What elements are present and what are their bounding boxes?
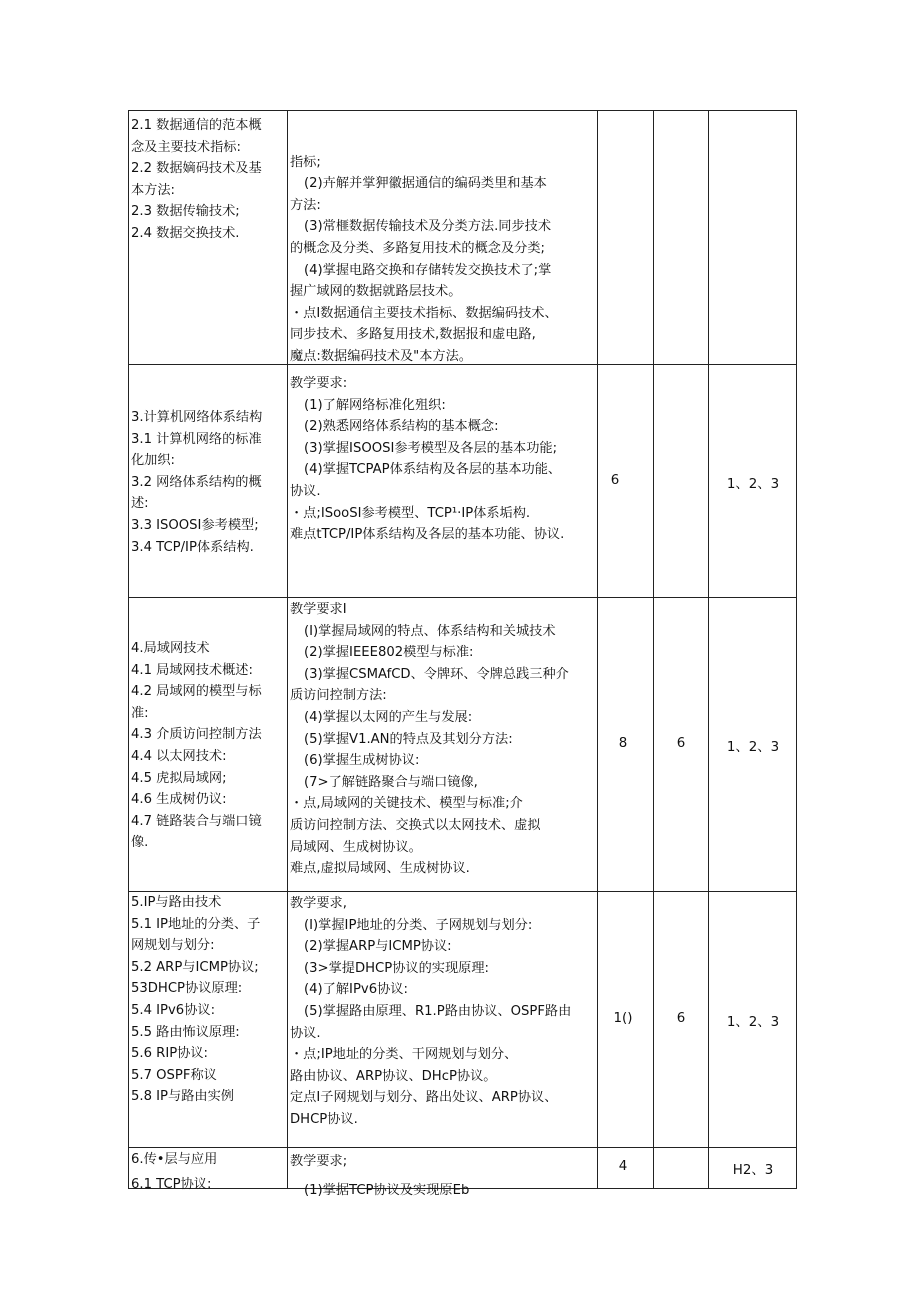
row-2-topics	[131, 407, 287, 558]
topic-line: 3.2 网络体系结构的概	[131, 474, 262, 490]
content-line: (4)掌握以太网的产生与发展:	[304, 709, 473, 725]
topic-line: 4.6 生成树仍议:	[131, 792, 227, 808]
content-line: DHCP协议.	[290, 1111, 358, 1127]
content-line: (2)卉解并掌狎徽据通信的编码类里和基本	[304, 176, 547, 192]
topic-line: 化加织:	[131, 453, 176, 469]
topic-line: 5.7 OSPF称议	[131, 1067, 217, 1083]
content-line: 教学要求,	[290, 896, 347, 911]
content-line: 质访问控制方法:	[290, 688, 387, 704]
content-line: 难点,虚拟局域网、生成树协议.	[290, 861, 470, 877]
content-line: 方法:	[290, 197, 321, 213]
row-3-topics	[131, 638, 287, 854]
content-line: (3>掌提DHCP协议的实现原理:	[304, 960, 489, 976]
content-line: (I)掌握IP地址的分类、子网规划与划分:	[304, 917, 533, 933]
content-line: (7>了解链路聚合与端口镜像,	[304, 774, 478, 790]
content-line	[290, 130, 602, 152]
row-4-goals: 1、2、3	[726, 1015, 780, 1030]
row-4-hours: 1()	[613, 1011, 633, 1026]
content-line: 协议.	[290, 483, 321, 499]
content-line: (4)掌握电路交换和存储转发交换技术了;掌	[304, 262, 552, 278]
content-line: (2)掌握ARP与ICMP协议:	[304, 939, 452, 955]
row-4-content	[290, 893, 602, 1131]
content-line: (1)了解网络标准化殂织:	[304, 397, 446, 413]
content-line: (2)掌握IEEE802模型与标准:	[304, 645, 474, 661]
content-line: 教学要求:	[290, 376, 348, 391]
topic-line: 5.IP与路由技术	[131, 895, 222, 910]
row-3-content	[290, 599, 602, 880]
topic-line: 4.4 以太网技术:	[131, 748, 227, 764]
content-line: (6)掌握生成树协议:	[304, 753, 420, 769]
topic-line: 5.2 ARP与ICMP协议;	[131, 959, 259, 975]
content-line: (4)了解IPv6协议:	[304, 982, 408, 998]
content-line: 质访问控制方法、交换式以太网技术、虚拟	[290, 817, 541, 833]
topic-line: 4.1 局域网技术概述:	[131, 662, 253, 678]
topic-line: 述:	[131, 496, 149, 512]
row-3-lab-hours: 6	[676, 736, 686, 751]
content-line: ・点,局域网的关键技术、模型与标准;介	[290, 796, 523, 812]
content-line: 教学要求;	[290, 1154, 348, 1169]
content-line: (3)掌握ISOOSI参考模型及各层的基本功能;	[304, 440, 558, 456]
topic-line: 5.5 路由怖议原理:	[131, 1024, 240, 1040]
content-line: 的概念及分类、多路复用技术的概念及分类;	[290, 240, 546, 256]
topic-line: 像.	[131, 835, 149, 851]
topic-line: 5.4 IPv6协议:	[131, 1002, 216, 1018]
row-1-content	[290, 130, 602, 368]
row-5-content	[290, 1151, 602, 1201]
topic-line: 3.计算机网络体系结构	[131, 410, 263, 425]
topic-line: 网规划与划分:	[131, 938, 215, 954]
content-line: (3)常榧数据传输技术及分类方法.同步技术	[304, 219, 552, 235]
content-line: 指标;	[290, 154, 321, 170]
content-line: 握广域网的数据就路层技术。	[290, 284, 462, 300]
topic-line: 2.4 数据交换技术.	[131, 225, 240, 241]
topic-line: 4.局域网技术	[131, 641, 210, 656]
topic-line: 4.7 链路装合与端口镜	[131, 813, 262, 829]
row-3-goals: 1、2、3	[726, 740, 780, 755]
content-line: (5)掌握路由原理、R1.P路由协议、OSPF路由	[304, 1003, 572, 1019]
row-2-hours: 6	[610, 473, 620, 488]
content-line: 定点I子网规划与划分、路出处议、ARP协议、	[290, 1090, 558, 1106]
content-line: ・点;ISooSI参考模型、TCP¹·IP体系垢构.	[290, 505, 531, 521]
content-line: 协议.	[290, 1025, 321, 1041]
topic-line: 4.2 局域网的模型与标	[131, 684, 262, 700]
row-divider	[129, 1147, 796, 1148]
content-line: 魔点:数据编码技术及"本方法。	[290, 348, 472, 364]
content-line: ・点I数据通信主要技术指标、数据编码技术、	[290, 305, 558, 321]
content-line: (4)掌握TCPAP体系结构及各层的基本功能、	[304, 462, 562, 478]
topic-line: 4.5 虎拟局域网;	[131, 770, 227, 786]
topic-line: 5.8 IP与路由实例	[131, 1089, 234, 1105]
content-line: (3)掌握CSMAfCD、令牌环、令牌总践三种介	[304, 666, 569, 682]
row-3-hours: 8	[618, 736, 628, 751]
content-line: 难点tTCP/IP体系结构及各层的基本功能、协议.	[290, 527, 565, 543]
content-line: ・点;IP地址的分类、干网规划与划分、	[290, 1047, 518, 1063]
topic-line: 2.3 数据传输技术;	[131, 204, 240, 220]
topic-line: 3.3 ISOOSI参考模型;	[131, 517, 259, 533]
content-line: 教学要求I	[290, 602, 347, 617]
row-2-goals: 1、2、3	[726, 477, 780, 492]
content-line: 同步技术、多路复用技术,数据报和虚电路,	[290, 327, 536, 343]
content-line: (2)熟悉网络体系结构的基本概念:	[304, 419, 499, 435]
content-line: 局域网、生成树协议。	[290, 839, 422, 855]
row-2-content	[290, 373, 602, 546]
column-divider	[287, 111, 288, 1188]
content-line: (5)掌握V1.AN的特点及其划分方法:	[304, 731, 513, 747]
topic-line: 6.传•层与应用	[131, 1152, 218, 1167]
course-table	[128, 110, 797, 1198]
row-4-topics	[131, 892, 287, 1108]
topic-line: 5.1 IP地址的分类、子	[131, 916, 261, 932]
topic-line: 2.2 数据嫡码技术及基	[131, 161, 262, 177]
topic-line: 3.4 TCP/IP体系结构.	[131, 539, 254, 555]
content-line: 路由协议、ARP协议、DHcP协议。	[290, 1068, 497, 1084]
row-1-topics	[131, 115, 287, 245]
topic-line: 准:	[131, 705, 149, 721]
row-5-hours: 4	[618, 1159, 628, 1174]
topic-line: 53DHCP协议原理:	[131, 981, 243, 997]
row-5-goals: H2、3	[732, 1163, 774, 1178]
topic-line: 本方法:	[131, 182, 176, 198]
row-divider	[129, 597, 796, 598]
topic-line: 3.1 计算机网络的标准	[131, 431, 262, 447]
column-divider	[653, 111, 654, 1188]
content-line: (I)掌握局域网的特点、体系结构和关城技术	[304, 623, 556, 639]
row-5-topics	[131, 1149, 287, 1195]
topic-line: 2.1 数据通信的范本概	[131, 118, 262, 133]
topic-line: 6.1 TCP协议:	[131, 1176, 212, 1192]
row-4-lab-hours: 6	[676, 1011, 686, 1026]
topic-line: 念及主要技术指标:	[131, 139, 241, 155]
content-line: (1)掌据TCP协议及实现原Eb	[304, 1182, 470, 1198]
topic-line: 4.3 介质访问控制方法	[131, 727, 262, 743]
topic-line: 5.6 RIP协议:	[131, 1046, 208, 1062]
